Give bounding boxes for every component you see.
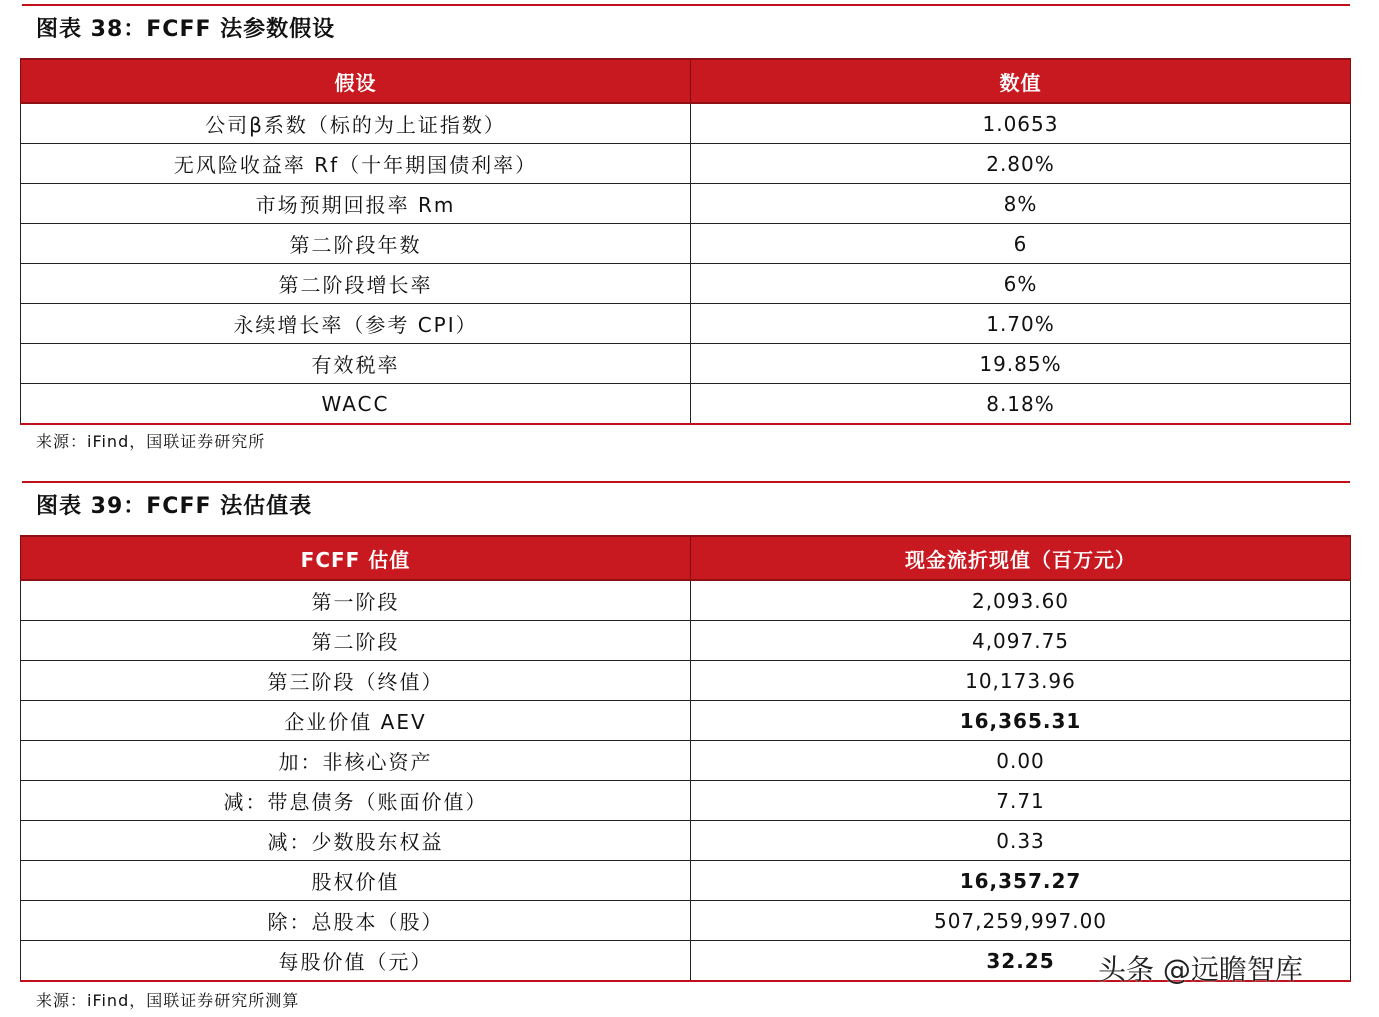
row-value: 0.00	[691, 741, 1351, 781]
row-label: 每股价值（元）	[21, 941, 691, 982]
row-value: 2.80%	[691, 144, 1351, 184]
row-label: 第二阶段	[21, 621, 691, 661]
row-label: 市场预期回报率 Rm	[21, 184, 691, 224]
table-row	[21, 621, 1351, 661]
table-row	[21, 901, 1351, 941]
title-rule-38	[22, 4, 1350, 6]
watermark: 头条 @远瞻智库	[1098, 953, 1303, 986]
row-value: 507,259,997.00	[691, 901, 1351, 941]
row-value: 19.85%	[691, 344, 1351, 384]
table-row	[21, 580, 1351, 621]
title-rule-39	[22, 481, 1350, 483]
table-row	[21, 103, 1351, 144]
table-row	[21, 264, 1351, 304]
table-row	[21, 304, 1351, 344]
row-label: 股权价值	[21, 861, 691, 901]
table-row	[21, 184, 1351, 224]
table-39-title: 图表 39：FCFF 法估值表	[36, 494, 313, 519]
row-value: 10,173.96	[691, 661, 1351, 701]
row-value: 1.70%	[691, 304, 1351, 344]
row-label: 企业价值 AEV	[21, 701, 691, 741]
table-row	[21, 821, 1351, 861]
row-value: 6	[691, 224, 1351, 264]
row-label: WACC	[21, 384, 691, 425]
table-38-title: 图表 38：FCFF 法参数假设	[36, 17, 336, 42]
row-value: 16,365.31	[691, 701, 1351, 741]
row-label: 第二阶段增长率	[21, 264, 691, 304]
row-value: 16,357.27	[691, 861, 1351, 901]
table-row	[21, 384, 1351, 425]
row-label: 永续增长率（参考 CPI）	[21, 304, 691, 344]
assumptions-table	[20, 58, 1351, 425]
table-row	[21, 224, 1351, 264]
row-value: 2,093.60	[691, 580, 1351, 621]
row-label: 第二阶段年数	[21, 224, 691, 264]
table-39-source: 来源：iFind，国联证券研究所测算	[36, 991, 300, 1010]
row-value: 8%	[691, 184, 1351, 224]
table-row	[21, 701, 1351, 741]
valuation-table	[20, 535, 1351, 982]
row-label: 减：少数股东权益	[21, 821, 691, 861]
row-value: 7.71	[691, 781, 1351, 821]
row-label: 减：带息债务（账面价值）	[21, 781, 691, 821]
header-assumption: 假设	[21, 59, 691, 103]
row-label: 第一阶段	[21, 580, 691, 621]
table-row	[21, 661, 1351, 701]
table-row	[21, 781, 1351, 821]
row-value: 8.18%	[691, 384, 1351, 425]
row-label: 无风险收益率 Rf（十年期国债利率）	[21, 144, 691, 184]
header-value: 数值	[691, 59, 1351, 103]
row-label: 公司β系数（标的为上证指数）	[21, 103, 691, 144]
header-discounted-cashflow: 现金流折现值（百万元）	[691, 536, 1351, 580]
row-label: 加：非核心资产	[21, 741, 691, 781]
row-value: 1.0653	[691, 103, 1351, 144]
table-header-row	[21, 536, 1351, 580]
row-value: 32.25	[691, 941, 1351, 982]
table-38-source: 来源：iFind，国联证券研究所	[36, 432, 266, 451]
table-row	[21, 344, 1351, 384]
row-label: 有效税率	[21, 344, 691, 384]
table-row	[21, 741, 1351, 781]
row-value: 4,097.75	[691, 621, 1351, 661]
header-fcff-valuation: FCFF 估值	[21, 536, 691, 580]
row-value: 0.33	[691, 821, 1351, 861]
row-value: 6%	[691, 264, 1351, 304]
table-row	[21, 144, 1351, 184]
table-header-row	[21, 59, 1351, 103]
row-label: 除：总股本（股）	[21, 901, 691, 941]
row-label: 第三阶段（终值）	[21, 661, 691, 701]
table-row	[21, 861, 1351, 901]
